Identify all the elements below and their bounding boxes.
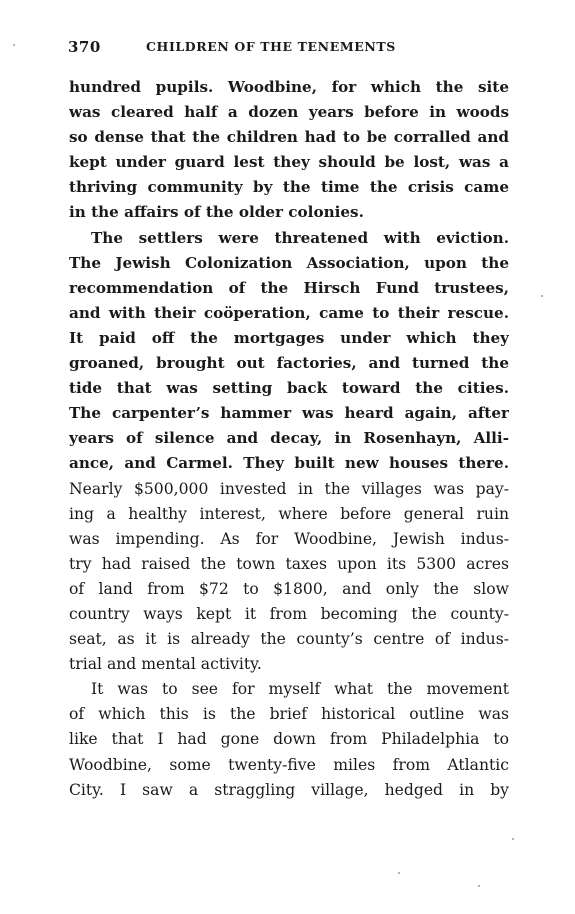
text-line: It was to see for myself what the movement bbox=[91, 680, 509, 699]
text-line: Nearly $500,000 invested in the villages was pay- bbox=[69, 479, 509, 498]
text-line: trial and mental activity. bbox=[69, 655, 262, 674]
text-line: was impending. As for Woodbine, Jewish indus- bbox=[69, 529, 509, 548]
text-line: in the affairs of the older colonies. bbox=[69, 203, 364, 222]
scan-speck bbox=[398, 872, 400, 874]
text-line: like that I had gone down from Philadelphia to bbox=[69, 730, 509, 749]
text-line: was cleared half a dozen years before in woods bbox=[69, 103, 509, 122]
text-line: seat, as it is already the county’s centre of indus- bbox=[69, 630, 509, 649]
page-number: 370 bbox=[68, 38, 101, 56]
running-head: CHILDREN OF THE TENEMENTS bbox=[146, 39, 396, 54]
text-line: City. I saw a straggling village, hedged in by bbox=[69, 780, 509, 799]
text-line: groaned, brought out factories, and turned the bbox=[69, 354, 509, 373]
text-line: ing a healthy interest, where before general ruin bbox=[69, 504, 509, 523]
page-header bbox=[68, 38, 510, 60]
text-line: try had raised the town taxes upon its 5300 acres bbox=[69, 554, 509, 573]
text-line: Woodbine, some twenty-five miles from Atlantic bbox=[69, 755, 509, 774]
scan-speck bbox=[541, 295, 543, 297]
text-line: tide that was setting back toward the cities. bbox=[69, 379, 509, 398]
text-line: years of silence and decay, in Rosenhayn, Alli- bbox=[69, 429, 509, 448]
text-line: kept under guard lest they should be lost, was a bbox=[69, 153, 509, 172]
text-line: and with their coöperation, came to their rescue. bbox=[69, 303, 509, 322]
scan-speck bbox=[478, 885, 480, 887]
text-line: The Jewish Colonization Association, upon the bbox=[69, 253, 509, 272]
text-line: recommendation of the Hirsch Fund trustees, bbox=[69, 278, 509, 297]
text-line: country ways kept it from becoming the county- bbox=[69, 604, 509, 623]
text-line: ance, and Carmel. They built new houses there. bbox=[69, 454, 509, 473]
text-line: hundred pupils. Woodbine, for which the site bbox=[69, 78, 509, 96]
scan-speck bbox=[512, 838, 514, 840]
text-line: It paid off the mortgages under which they bbox=[69, 328, 509, 347]
text-line: The carpenter’s hammer was heard again, after bbox=[69, 404, 509, 423]
text-line: thriving community by the time the crisis came bbox=[69, 178, 509, 197]
scan-speck bbox=[13, 44, 15, 46]
text-line: of land from $72 to $1800, and only the slow bbox=[69, 579, 509, 598]
text-line: so dense that the children had to be corralled and bbox=[69, 128, 509, 147]
text-line: of which this is the brief historical outline was bbox=[69, 705, 509, 724]
text-line: The settlers were threatened with eviction. bbox=[91, 228, 509, 247]
body-text bbox=[69, 75, 509, 803]
